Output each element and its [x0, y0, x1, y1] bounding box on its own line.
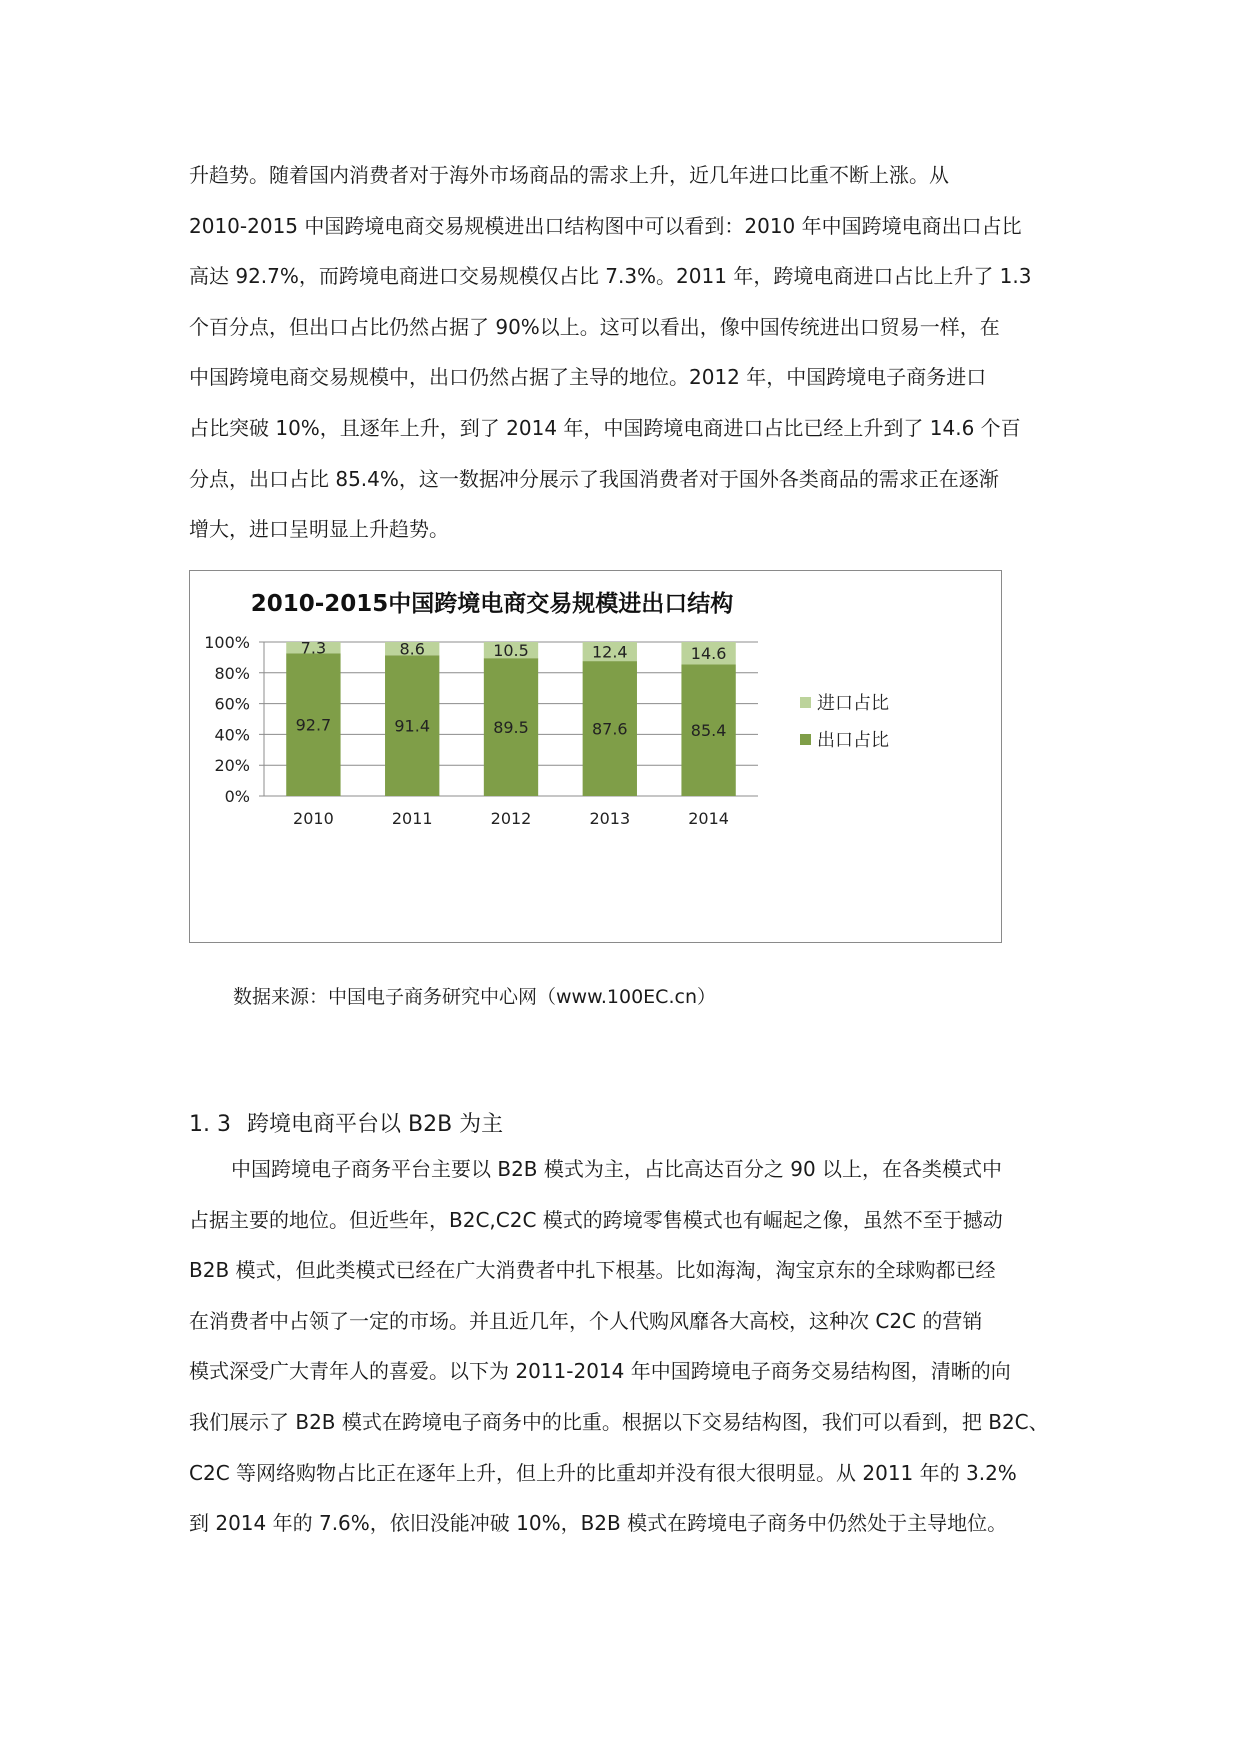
legend-swatch — [800, 697, 811, 708]
stacked-bar-chart — [190, 571, 1000, 941]
data-label: 8.6 — [399, 639, 425, 659]
text-line: 增大，进口呈明显上升趋势。 — [189, 517, 449, 542]
y-tick-label: 60% — [214, 694, 250, 714]
text-line: 模式深受广大青年人的喜爱。以下为 2011-2014 年中国跨境电子商务交易结构图，清晰的向 — [189, 1359, 1011, 1384]
text-line: 高达 92.7%，而跨境电商进口交易规模仅占比 7.3%。2011 年，跨境电商进口占比上升了 1.3 — [189, 264, 1032, 289]
text-line: B2B 模式，但此类模式已经在广大消费者中扎下根基。比如海淘，淘宝京东的全球购都已经 — [189, 1258, 996, 1283]
text-line: 在消费者中占领了一定的市场。并且近几年，个人代购风靡各大高校，这种次 C2C 的营销 — [189, 1308, 983, 1333]
section-title: 跨境电商平台以 B2B 为主 — [246, 1112, 504, 1137]
chart-title: 2010-2015中国跨境电商交易规模进出口结构 — [250, 591, 734, 617]
data-label: 89.5 — [493, 718, 529, 738]
text-line: 占据主要的地位。但近些年，B2C,C2C 模式的跨境零售模式也有崛起之像，虽然不至于撼动 — [189, 1207, 1003, 1232]
text-line: 2010-2015 中国跨境电商交易规模进出口结构图中可以看到：2010 年中国跨境电商出口占比 — [189, 213, 1022, 238]
chart-container — [189, 570, 1002, 943]
data-label: 92.7 — [295, 715, 332, 735]
paragraph-2 — [189, 1144, 1055, 1549]
text-line: 中国跨境电商交易规模中，出口仍然占据了主导的地位。2012 年，中国跨境电子商务进口 — [189, 365, 987, 390]
section-number: 1. 3 — [189, 1112, 231, 1137]
x-tick-label: 2012 — [490, 809, 532, 828]
y-tick-label: 0% — [224, 787, 250, 806]
text-line: 到 2014 年的 7.6%，依旧没能冲破 10%，B2B 模式在跨境电子商务中仍然处于主导地位。 — [189, 1511, 1008, 1536]
x-tick-label: 2013 — [589, 809, 631, 828]
legend-swatch — [800, 734, 811, 745]
data-label: 10.5 — [493, 641, 529, 661]
text-line: 占比突破 10%，且逐年上升，到了 2014 年，中国跨境电商进口占比已经上升到了 14.6 个百 — [189, 415, 1021, 440]
data-label: 12.4 — [591, 642, 628, 662]
text-line: 我们展示了 B2B 模式在跨境电子商务中的比重。根据以下交易结构图，我们可以看到，把 B2C、 — [189, 1409, 1049, 1434]
text-line: 中国跨境电子商务平台主要以 B2B 模式为主，占比高达百分之 90 以上，在各类模式中 — [231, 1157, 1003, 1181]
y-tick-label: 40% — [214, 725, 250, 745]
x-tick-label: 2010 — [293, 809, 334, 828]
y-tick-label: 100% — [204, 633, 250, 652]
x-tick-label: 2014 — [688, 809, 729, 828]
paragraph-1 — [189, 150, 1055, 555]
y-tick-label: 20% — [214, 756, 250, 776]
y-tick-label: 80% — [214, 663, 250, 683]
data-label: 91.4 — [394, 716, 431, 736]
text-line: 个百分点，但出口占比仍然占据了 90%以上。这可以看出，像中国传统进出口贸易一样，在 — [189, 314, 1000, 339]
x-tick-label: 2011 — [391, 809, 433, 828]
legend-label: 进口占比 — [817, 693, 889, 714]
text-line: C2C 等网络购物占比正在逐年上升，但上升的比重却并没有很大很明显。从 2011 年的 3.2% — [189, 1460, 1017, 1485]
section-heading — [189, 1110, 503, 1140]
legend — [800, 693, 889, 751]
data-label: 7.3 — [300, 638, 327, 658]
text-line: 分点，出口占比 85.4%，这一数据冲分展示了我国消费者对于国外各类商品的需求正在逐渐 — [189, 466, 999, 491]
data-source-note: 数据来源：中国电子商务研究中心网（www.100EC.cn） — [233, 986, 716, 1008]
legend-label: 出口占比 — [817, 730, 889, 751]
data-label: 85.4 — [690, 721, 727, 741]
text-line: 升趋势。随着国内消费者对于海外市场商品的需求上升，近几年进口比重不断上涨。从 — [189, 163, 949, 187]
data-label: 87.6 — [591, 719, 628, 739]
data-label: 14.6 — [690, 644, 727, 664]
